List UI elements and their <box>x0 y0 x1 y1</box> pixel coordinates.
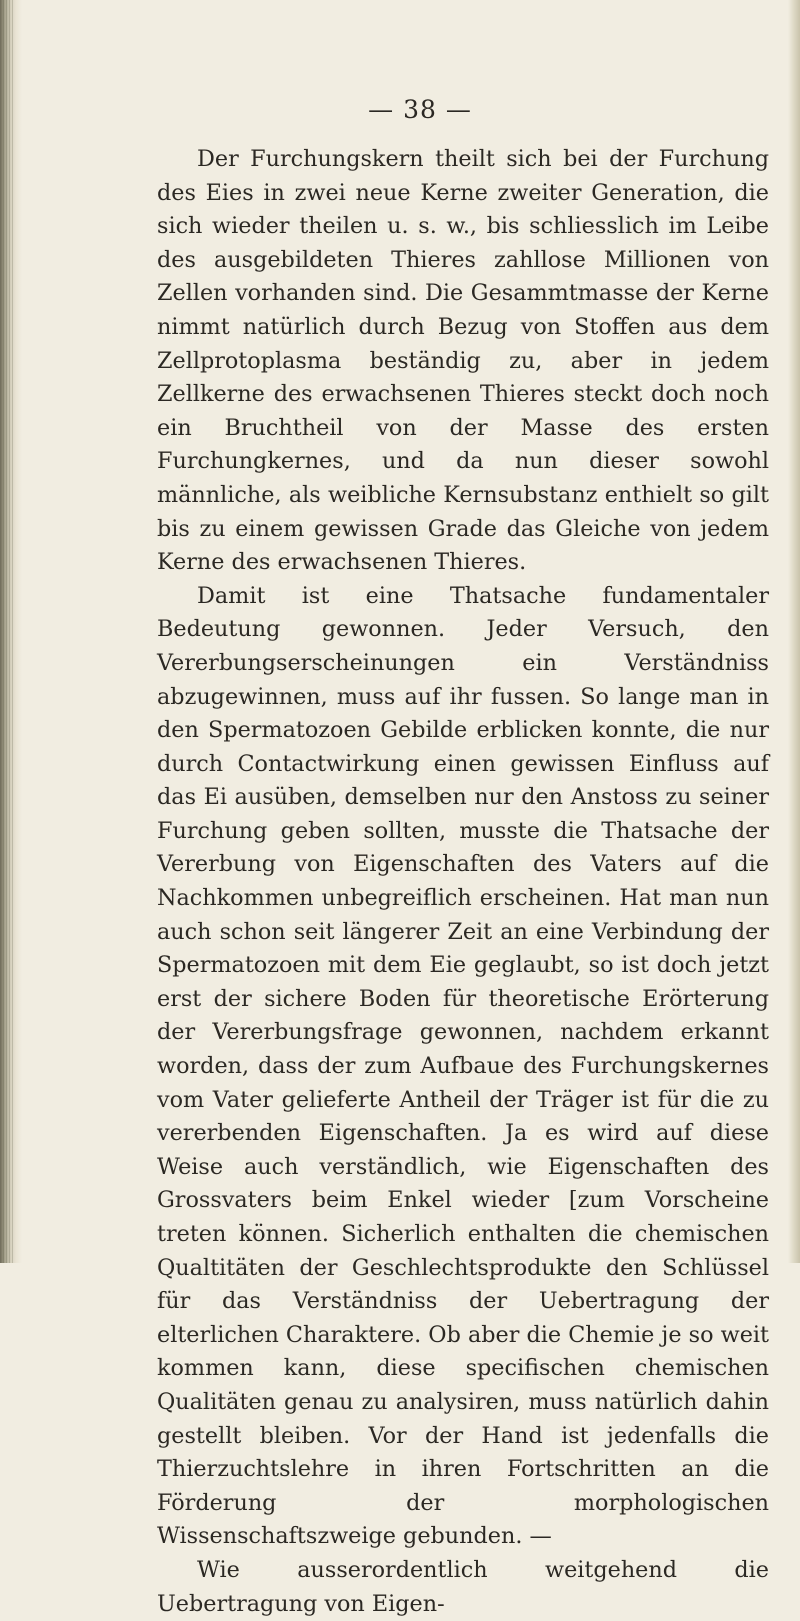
paragraph-2: Damit ist eine Thatsache fundamentaler Bedeutung gewonnen. Jeder Versuch, den Vererbungserscheinungen ein Verständniss abzugewinnen, muss auf ihr fussen. So lange man in den Spermatozoen Gebilde erblicken konnte, die nur durch Contactwirkung einen gewissen Einfluss auf das Ei ausüben, demselben nur den Anstoss zu seiner Furchung geben sollten, musste die Thatsache der Vererbung von Eigenschaften des Vaters auf die Nachkommen unbegreiflich erscheinen. Hat man nun auch schon seit längerer Zeit an eine Verbindung der Spermatozoen mit dem Eie geglaubt, so ist doch jetzt erst der sichere Boden für theoretische Erörterung der Vererbungsfrage gewonnen, nachdem erkannt worden, dass der zum Aufbaue des Furchungskernes vom Vater gelieferte Antheil der Träger ist für die zu vererbenden Eigenschaften. Ja es wird auf diese Weise auch verständlich, wie Eigenschaften des Grossvaters beim Enkel wieder [zum Vorscheine treten können. Sicherlich enthalten die chemischen Qualtitäten der Geschlechtsprodukte den Schlüssel für das Verständniss der Uebertragung der elterlichen Charaktere. Ob aber die Chemie je so weit kommen kann, diese specifischen chemischen Qualitäten genau zu analysiren, muss natürlich dahin gestellt bleiben. Vor der Hand ist jedenfalls die Thierzuchtslehre in ihren Fortschritten an die Förderung der morphologischen Wissenschaftszweige gebunden. — <box>157 582 769 1550</box>
body-text <box>157 143 769 1621</box>
page-edge-shadow <box>788 0 800 1263</box>
paragraph-1: Der Furchungskern theilt sich bei der Furchung des Eies in zwei neue Kerne zweiter Generation, die sich wieder theilen u. s. w., bis schliesslich im Leibe des ausgebildeten Thieres zahllose Millionen von Zellen vorhanden sind. Die Gesammtmasse der Kerne nimmt natürlich durch Bezug von Stoffen aus dem Zellprotoplasma beständig zu, aber in jedem Zellkerne des erwachsenen Thieres steckt doch noch ein Bruchtheil von der Masse des ersten Furchungkernes, und da nun dieser sowohl männliche, als weibliche Kernsubstanz enthielt so gilt bis zu einem gewissen Grade das Gleiche von jedem Kerne des erwachsenen Thieres. <box>157 146 769 576</box>
page-number: — 38 — <box>368 95 472 124</box>
binding-texture <box>3 0 15 1263</box>
paragraph-3: Wie ausserordentlich weitgehend die Uebertragung von Eigen- <box>157 1556 769 1617</box>
